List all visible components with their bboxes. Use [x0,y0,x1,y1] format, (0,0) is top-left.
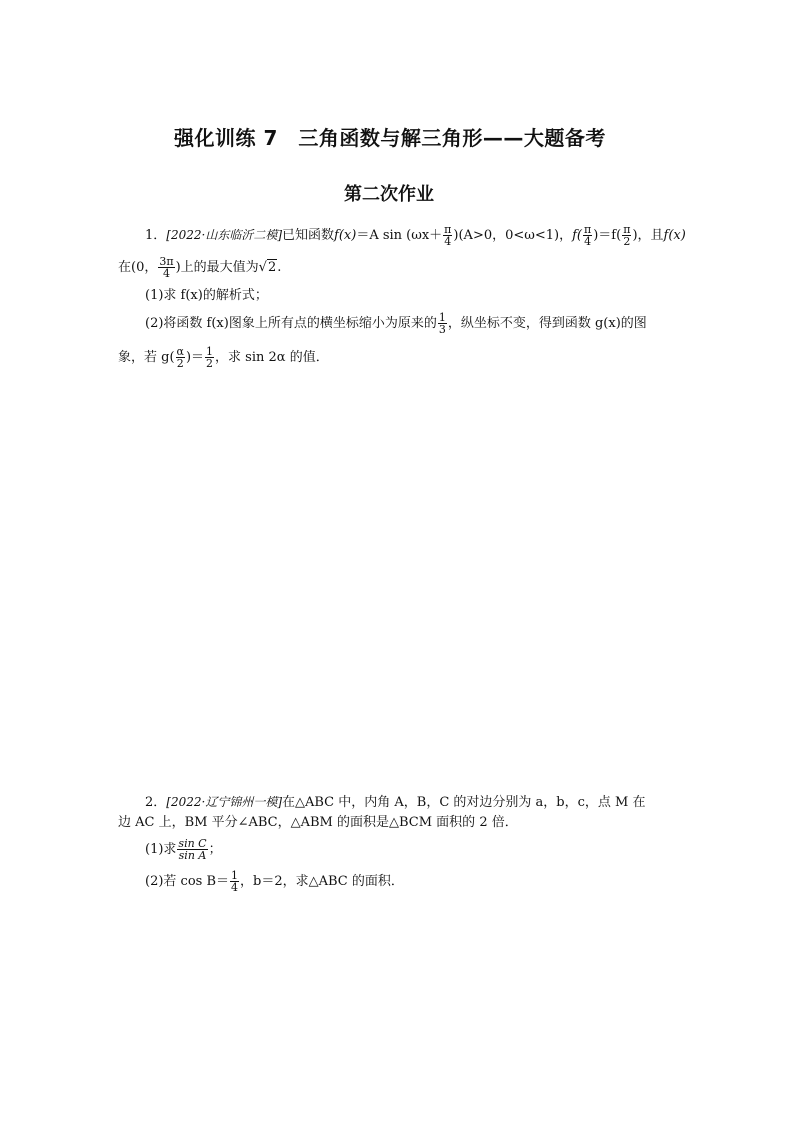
fraction: $\frac{\alpha}{2}$ [176,345,184,370]
problem-number: 2． [145,795,167,810]
problem-1-question-2-line-2: 象，若 g( $\frac{\alpha}{2}$ )＝ $\frac{1}{2}$ ，求 sin 2α 的值． [118,345,329,370]
page-title: 强化训练 7 三角函数与解三角形——大题备考 [174,126,606,150]
problem-1-line-1: 1．[2022·山东临沂二模]已知函数f(x)＝A sin (ωx＋ $\frac{\pi}{4}$ )(A>0，0<ω<1)，f( $\frac{\pi}{4}$ )＝f( $\frac{\pi}{2}$ )，且f(x) [145,223,686,248]
problem-source: [2022·辽宁锦州一模] [166,795,282,809]
fraction: $\frac{3\pi}{4}$ [159,255,174,280]
fraction: $\frac{1}{3}$ [438,311,446,336]
fraction: $\frac{1}{2}$ [206,345,214,370]
problem-1-line-2: 在(0， $\frac{3\pi}{4}$ )上的最大值为√2. [118,255,282,280]
problem-1-question-2-line-1: (2)将函数 f(x)图象上所有点的横坐标缩小为原来的 $\frac{1}{3}$ ，纵坐标不变，得到函数 g(x)的图 [145,311,647,336]
problem-2-line-1: 2．[2022·辽宁锦州一模]在△ABC 中，内角 A，B，C 的对边分别为 a，b，c，点 M 在 [145,795,646,810]
fraction: $\frac{\pi}{2}$ [623,223,631,248]
fraction: $\frac{\text{sin C}}{\text{sin A}}$ [178,837,207,862]
problem-source: [2022·山东临沂二模] [166,228,282,242]
problem-1-question-1: (1)求 f(x)的解析式； [145,288,268,303]
problem-2-question-1: (1)求 $\frac{\text{sin C}}{\text{sin A}}$ ； [145,837,222,862]
problem-2-question-2: (2)若 cos B＝ $\frac{1}{4}$ ，b＝2，求△ABC 的面积． [145,869,404,894]
sqrt-expression: √2 [258,260,277,275]
problem-number: 1． [145,228,167,243]
problem-2-line-2: 边 AC 上，BM 平分∠ABC，△ABM 的面积是△BCM 面积的 2 倍． [118,815,518,830]
fraction: $\frac{\pi}{4}$ [444,223,452,248]
page-subtitle: 第二次作业 [344,184,434,205]
fraction: $\frac{1}{4}$ [231,869,239,894]
fraction: $\frac{\pi}{4}$ [584,223,592,248]
